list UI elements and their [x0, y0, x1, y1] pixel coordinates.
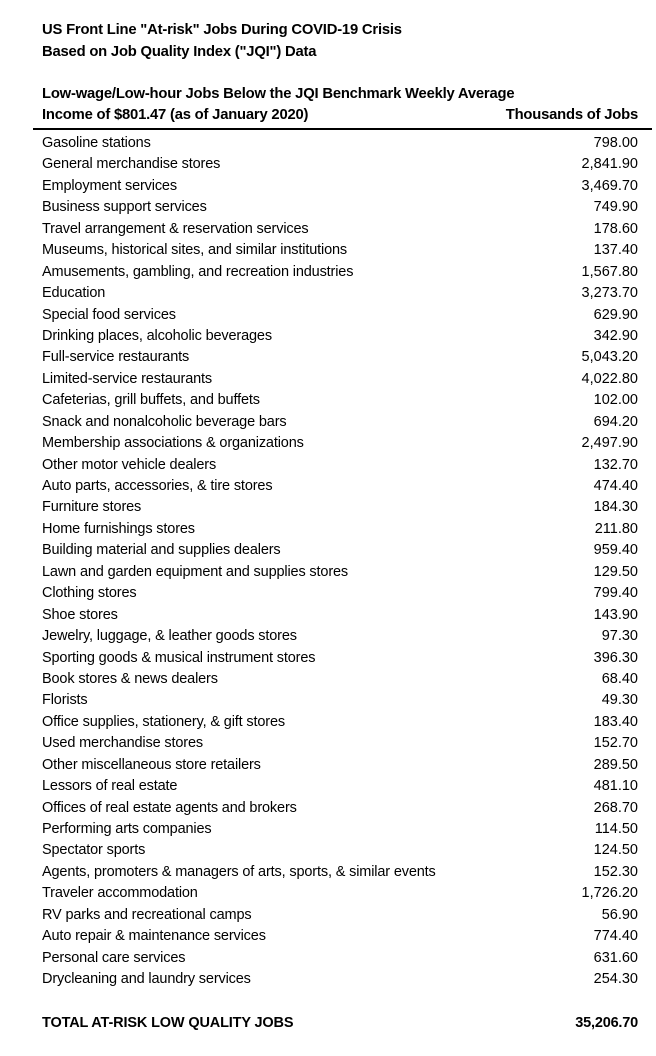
job-label: Gasoline stations	[42, 135, 151, 151]
job-value: 749.90	[593, 199, 638, 216]
job-value: 774.40	[593, 928, 638, 945]
table-row	[42, 197, 638, 218]
job-value: 799.40	[593, 585, 638, 602]
job-value: 3,469.70	[581, 177, 638, 194]
value-column-header: Thousands of Jobs	[505, 107, 638, 123]
job-label: Offices of real estate agents and brokers	[42, 799, 297, 816]
job-value: 342.90	[593, 327, 638, 344]
table-subtitle-line2: Income of $801.47 (as of January 2020)	[42, 107, 309, 123]
job-label: Home furnishings stores	[42, 520, 195, 537]
table-row	[42, 926, 638, 947]
document-title-line1: US Front Line "At-risk" Jobs During COVID-19 Crisis	[42, 22, 402, 38]
job-label: Spectator sports	[42, 842, 146, 859]
job-value: 68.40	[601, 670, 638, 687]
job-label: Agents, promoters & managers of arts, sports, & similar events	[42, 863, 436, 880]
job-value: 481.10	[593, 778, 638, 795]
job-label: Book stores & news dealers	[42, 670, 218, 687]
job-label: Used merchandise stores	[42, 735, 203, 752]
job-label: Furniture stores	[42, 499, 142, 516]
table-row	[42, 476, 638, 497]
job-value: 2,841.90	[581, 156, 638, 173]
job-value: 289.50	[593, 756, 638, 773]
job-label: General merchandise stores	[42, 156, 221, 173]
job-label: Traveler accommodation	[42, 885, 198, 902]
job-label: Shoe stores	[42, 606, 118, 623]
total-label: TOTAL AT-RISK LOW QUALITY JOBS	[42, 1014, 294, 1031]
job-label: Building material and supplies dealers	[42, 542, 281, 559]
job-value: 959.40	[593, 542, 638, 559]
job-value: 143.90	[593, 606, 638, 623]
table-row	[42, 369, 638, 390]
job-value: 178.60	[593, 220, 638, 237]
job-value: 97.30	[601, 628, 638, 645]
job-label: Drinking places, alcoholic beverages	[42, 327, 272, 344]
table-row	[42, 776, 638, 797]
table-row	[42, 626, 638, 647]
job-label: Snack and nonalcoholic beverage bars	[42, 413, 287, 430]
table-row	[42, 733, 638, 754]
job-label: Limited-service restaurants	[42, 370, 213, 387]
table-row	[42, 176, 638, 197]
job-value: 184.30	[593, 499, 638, 516]
job-value: 183.40	[593, 713, 638, 730]
document-title-line2: Based on Job Quality Index ("JQI") Data	[42, 44, 317, 60]
table-header	[42, 84, 638, 130]
table-row	[42, 240, 638, 261]
table-row	[42, 154, 638, 175]
job-label: Travel arrangement & reservation services	[42, 220, 309, 237]
table-row	[42, 455, 638, 476]
table-row	[42, 690, 638, 711]
job-value: 137.40	[593, 242, 638, 259]
job-value: 3,273.70	[581, 285, 638, 302]
job-label: Clothing stores	[42, 585, 137, 602]
table-row	[42, 326, 638, 347]
job-value: 129.50	[593, 563, 638, 580]
job-label: Full-service restaurants	[42, 349, 190, 366]
table-row	[42, 412, 638, 433]
table-row	[42, 605, 638, 626]
table-row	[42, 648, 638, 669]
job-label: Business support services	[42, 199, 207, 216]
job-label: Special food services	[42, 306, 176, 323]
job-value: 254.30	[593, 971, 638, 988]
job-value: 474.40	[593, 478, 638, 494]
job-value: 152.70	[593, 735, 638, 752]
job-value: 694.20	[593, 413, 638, 430]
table-row	[42, 712, 638, 733]
table-row	[42, 519, 638, 540]
job-value: 396.30	[593, 649, 638, 666]
job-label: Education	[42, 285, 106, 302]
job-label: Jewelry, luggage, & leather goods stores	[42, 628, 297, 645]
job-label: RV parks and recreational camps	[42, 906, 252, 923]
table-row	[42, 283, 638, 304]
table-row	[42, 969, 638, 990]
job-value: 268.70	[593, 799, 638, 816]
table-row	[42, 262, 638, 283]
job-value: 56.90	[601, 906, 638, 923]
total-row	[42, 1013, 638, 1034]
table-row	[42, 433, 638, 454]
table-row	[42, 305, 638, 326]
table-row	[42, 219, 638, 240]
job-label: Office supplies, stationery, & gift stores	[42, 713, 285, 730]
job-label: Sporting goods & musical instrument stores	[42, 649, 316, 666]
job-value: 124.50	[593, 842, 638, 859]
job-label: Performing arts companies	[42, 821, 212, 837]
job-value: 211.80	[594, 520, 638, 537]
table-row	[42, 133, 638, 154]
table-row	[42, 948, 638, 969]
job-value: 1,567.80	[581, 263, 638, 280]
job-value: 49.30	[601, 692, 638, 709]
job-value: 798.00	[593, 135, 638, 151]
job-value: 2,497.90	[581, 435, 638, 452]
job-label: Lawn and garden equipment and supplies stores	[42, 563, 349, 580]
job-label: Other motor vehicle dealers	[42, 456, 217, 473]
table-subtitle-line1: Low-wage/Low-hour Jobs Below the JQI Benchmark Weekly Average	[42, 86, 515, 102]
job-label: Lessors of real estate	[42, 778, 178, 795]
job-label: Cafeterias, grill buffets, and buffets	[42, 392, 260, 409]
table-row	[42, 755, 638, 776]
job-value: 152.30	[593, 863, 638, 880]
job-value: 102.00	[593, 392, 638, 409]
job-label: Personal care services	[42, 949, 186, 966]
table-row	[42, 840, 638, 861]
jobs-table-body	[42, 130, 638, 991]
table-row	[42, 583, 638, 604]
job-value: 114.50	[594, 821, 638, 837]
document-title	[42, 19, 638, 63]
job-label: Auto parts, accessories, & tire stores	[42, 478, 273, 494]
table-row	[42, 562, 638, 583]
job-label: Auto repair & maintenance services	[42, 928, 266, 945]
table-row	[42, 798, 638, 819]
table-row	[42, 819, 638, 840]
job-value: 1,726.20	[581, 885, 638, 902]
table-row	[42, 390, 638, 411]
table-row	[42, 862, 638, 883]
job-label: Amusements, gambling, and recreation industries	[42, 263, 354, 280]
table-row	[42, 540, 638, 561]
job-label: Membership associations & organizations	[42, 435, 304, 452]
table-row	[42, 883, 638, 904]
job-label: Drycleaning and laundry services	[42, 971, 251, 988]
job-value: 4,022.80	[581, 370, 638, 387]
job-value: 629.90	[593, 306, 638, 323]
table-row	[42, 497, 638, 518]
table-row	[42, 669, 638, 690]
job-value: 5,043.20	[581, 349, 638, 366]
job-label: Museums, historical sites, and similar institutions	[42, 242, 348, 259]
total-value: 35,206.70	[575, 1014, 638, 1031]
job-value: 132.70	[593, 456, 638, 473]
job-label: Other miscellaneous store retailers	[42, 756, 261, 773]
job-value: 631.60	[593, 949, 638, 966]
table-header-row	[42, 105, 638, 126]
table-row	[42, 905, 638, 926]
job-label: Employment services	[42, 177, 177, 194]
job-label: Florists	[42, 692, 88, 709]
table-row	[42, 347, 638, 368]
